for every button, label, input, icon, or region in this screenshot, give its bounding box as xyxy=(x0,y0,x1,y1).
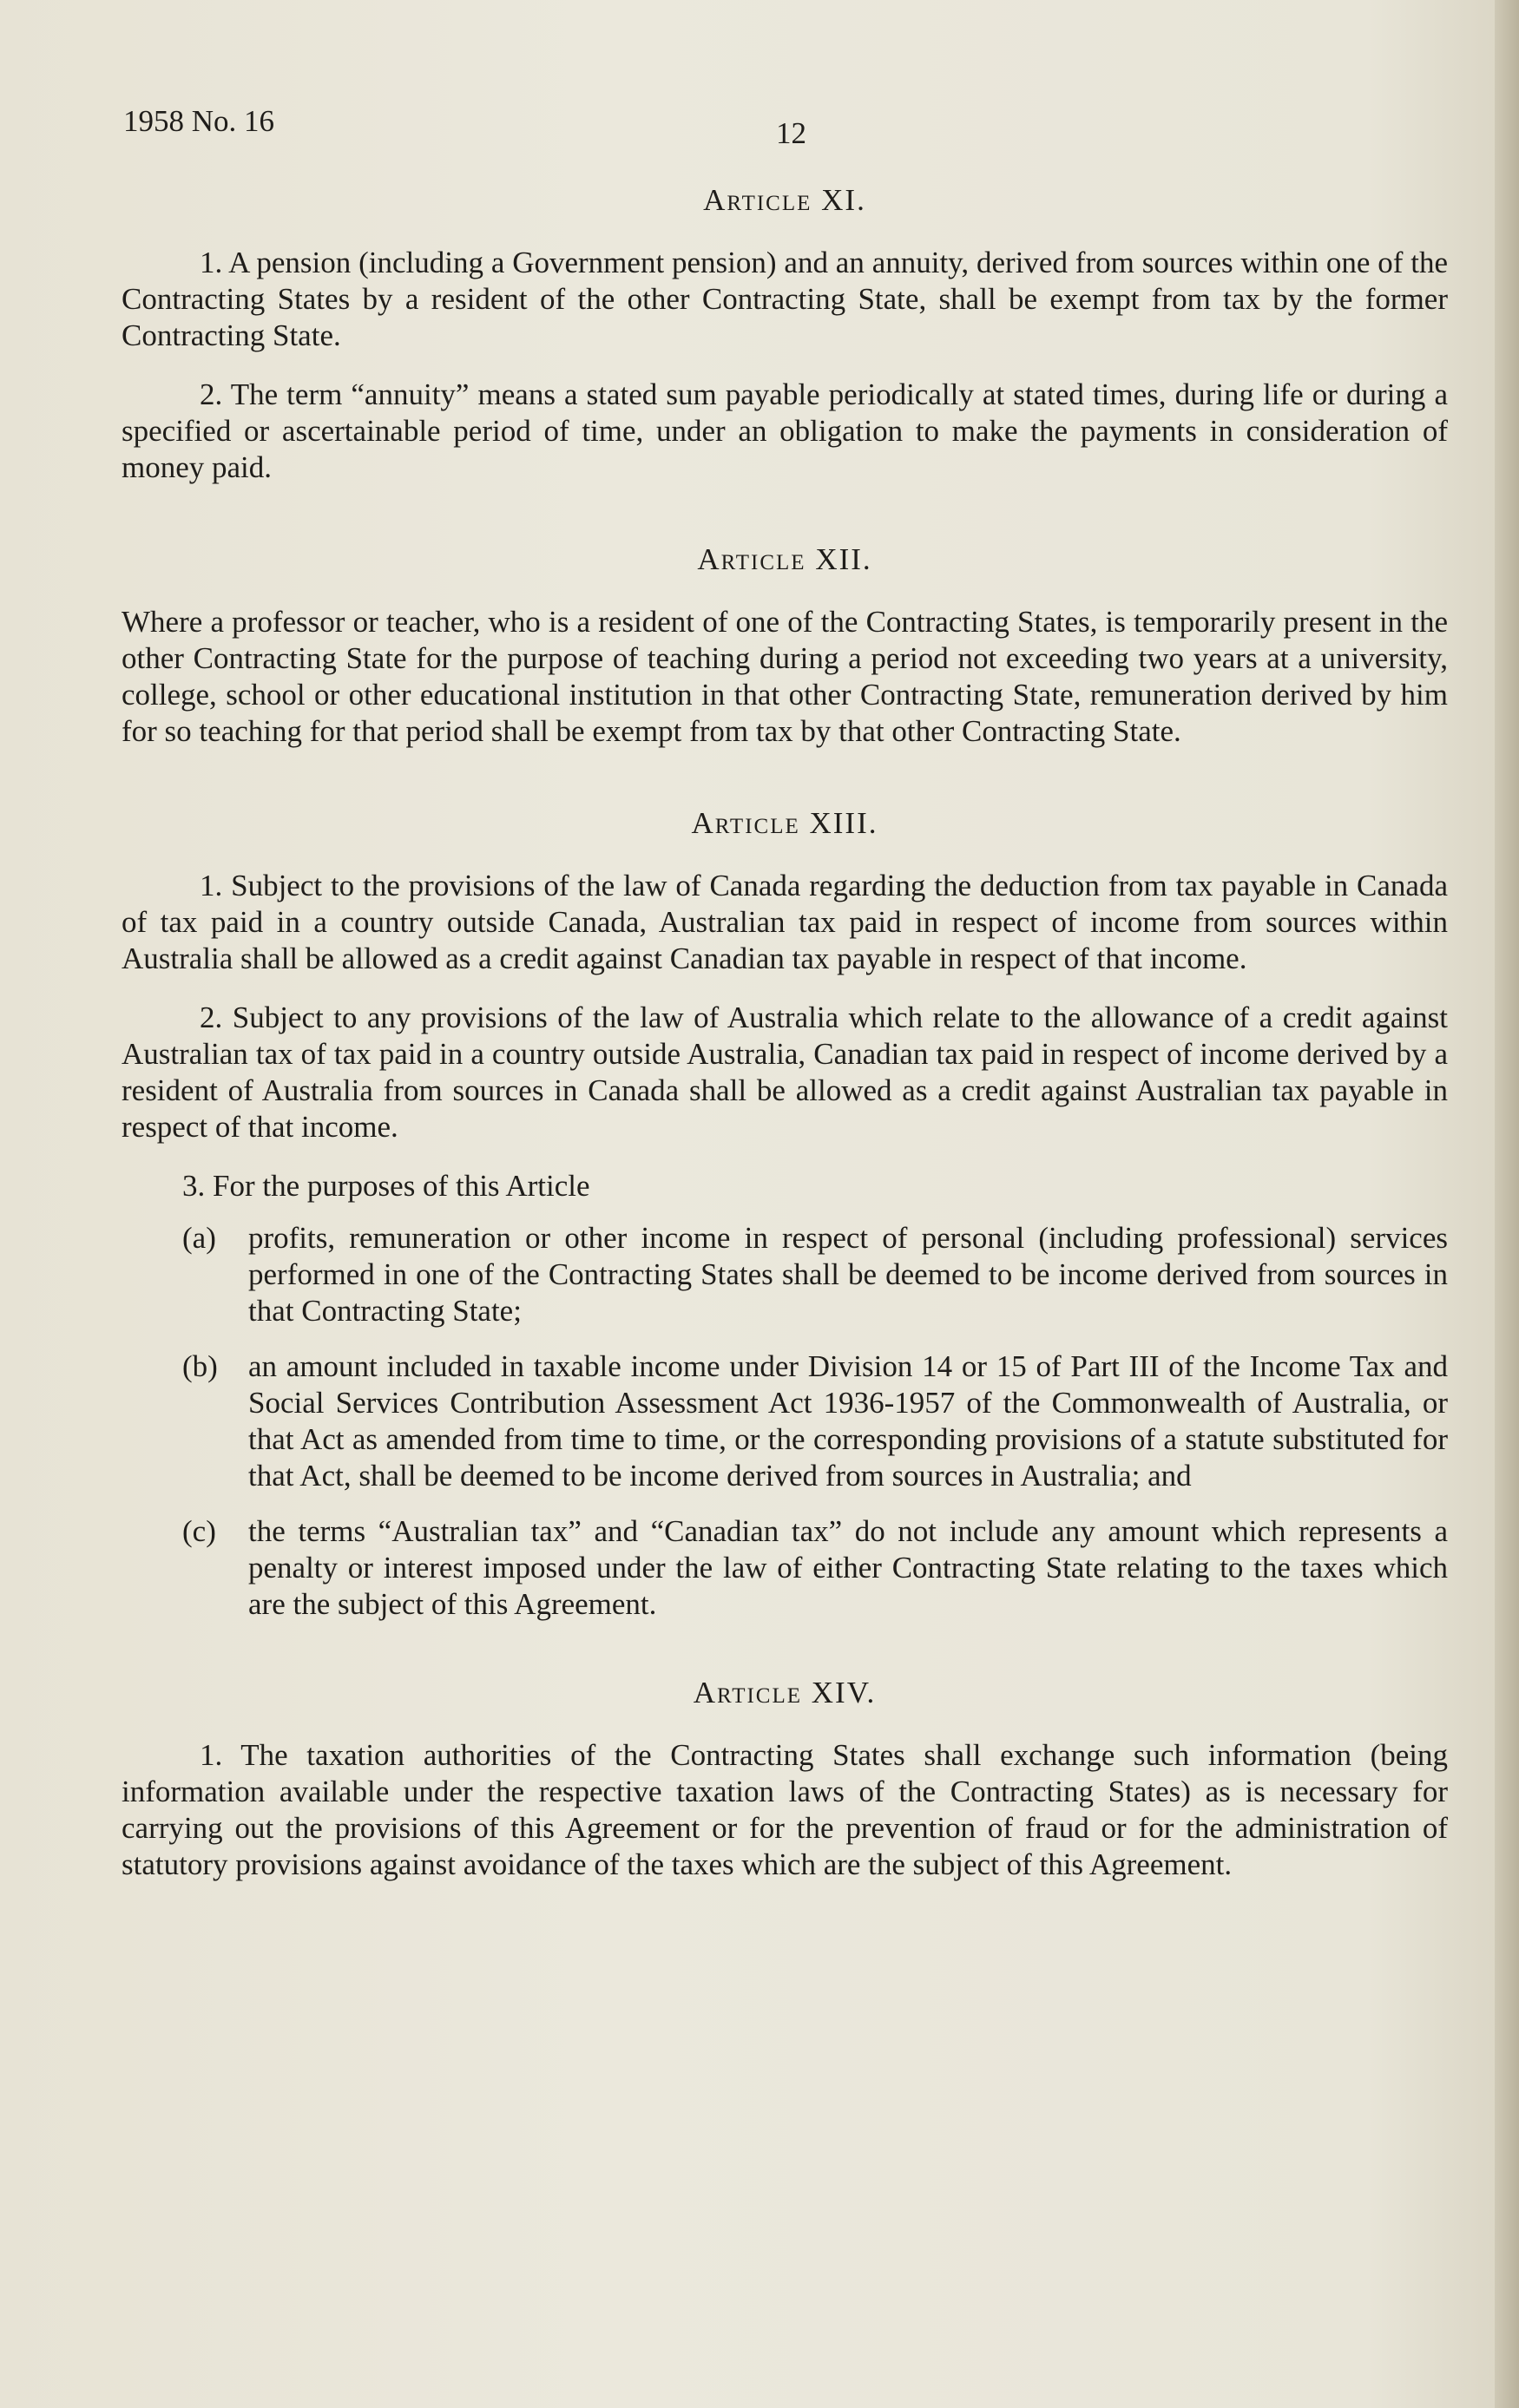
list-intro: 3. For the purposes of this Article xyxy=(182,1169,590,1203)
list-item xyxy=(122,1348,1448,1494)
list-item xyxy=(122,1513,1448,1623)
article-xii xyxy=(122,541,1448,750)
paragraph: 2. The term “annuity” means a stated sum payable periodically at stated times, during life or during a specified or ascertainable period of time, under an obligation to make the payments in consideration of money paid. xyxy=(122,377,1448,484)
list-item-label: (a) xyxy=(182,1221,216,1255)
article-xiv xyxy=(122,1675,1448,1883)
statute-reference: 1958 No. 16 xyxy=(123,104,275,138)
article-title: Article XI. xyxy=(703,183,866,217)
document-body xyxy=(122,182,1448,1906)
article-title: Article XIII. xyxy=(691,806,878,840)
paragraph: 1. The taxation authorities of the Contracting States shall exchange such information (being information available under the respective taxation laws of the Contracting States) as is necessary for carrying out the provisions of this Agreement or for the prevention of fraud or for the administration of statutory provisions against avoidance of the taxes which are the subject of this Agreement. xyxy=(122,1738,1448,1881)
page-number: 12 xyxy=(776,116,806,150)
list-item-label: (b) xyxy=(182,1349,218,1383)
list-item-text: profits, remuneration or other income in respect of personal (including professional) services performed in one of the Contracting States shall be deemed to be income derived from sources in that Contracting State; xyxy=(248,1221,1448,1328)
paragraph: 1. A pension (including a Government pension) and an annuity, derived from sources within one of the Contracting States by a resident of the other Contracting State, shall be exempt from tax by the former Contracting State. xyxy=(122,246,1448,352)
article-xi xyxy=(122,182,1448,486)
list-item-text: the terms “Australian tax” and “Canadian tax” do not include any amount which represents a penalty or interest imposed under the law of either Contracting State relating to the taxes which are the subject of this Agreement. xyxy=(248,1514,1448,1621)
paragraph: 2. Subject to any provisions of the law of Australia which relate to the allowance of a credit against Australian tax of tax paid in a country outside Australia, Canadian tax paid in respect of income derived by a resident of Australia from sources in Canada shall be allowed as a credit against Australian tax payable in respect of that income. xyxy=(122,1001,1448,1144)
list-item-label: (c) xyxy=(182,1514,216,1548)
page-header xyxy=(123,104,1443,156)
paragraph: Where a professor or teacher, who is a resident of one of the Contracting States, is temporarily present in the other Contracting State for the purpose of teaching during a period not exceeding two years at a university, college, school or other educational institution in that other Contracting State, remuneration derived by him for so teaching for that period shall be exempt from tax by that other Contracting State. xyxy=(122,605,1448,748)
paragraph: 1. Subject to the provisions of the law of Canada regarding the deduction from tax payable in Canada of tax paid in a country outside Canada, Australian tax paid in respect of income from sources within Australia shall be allowed as a credit against Canadian tax payable in respect of that income. xyxy=(122,869,1448,975)
article-xiii xyxy=(122,805,1448,1623)
list-item-text: an amount included in taxable income under Division 14 or 15 of Part III of the Income Tax and Social Services Contribution Assessment Act 1936-1957 of the Commonwealth of Australia, or that Act as amended from time to time, or the corresponding provisions of a statute substituted for that Act, shall be deemed to be income derived from sources in Australia; and xyxy=(248,1349,1448,1493)
article-title: Article XIV. xyxy=(693,1676,877,1709)
page-edge xyxy=(1495,0,1519,2408)
list-item xyxy=(122,1220,1448,1329)
article-title: Article XII. xyxy=(697,542,872,576)
